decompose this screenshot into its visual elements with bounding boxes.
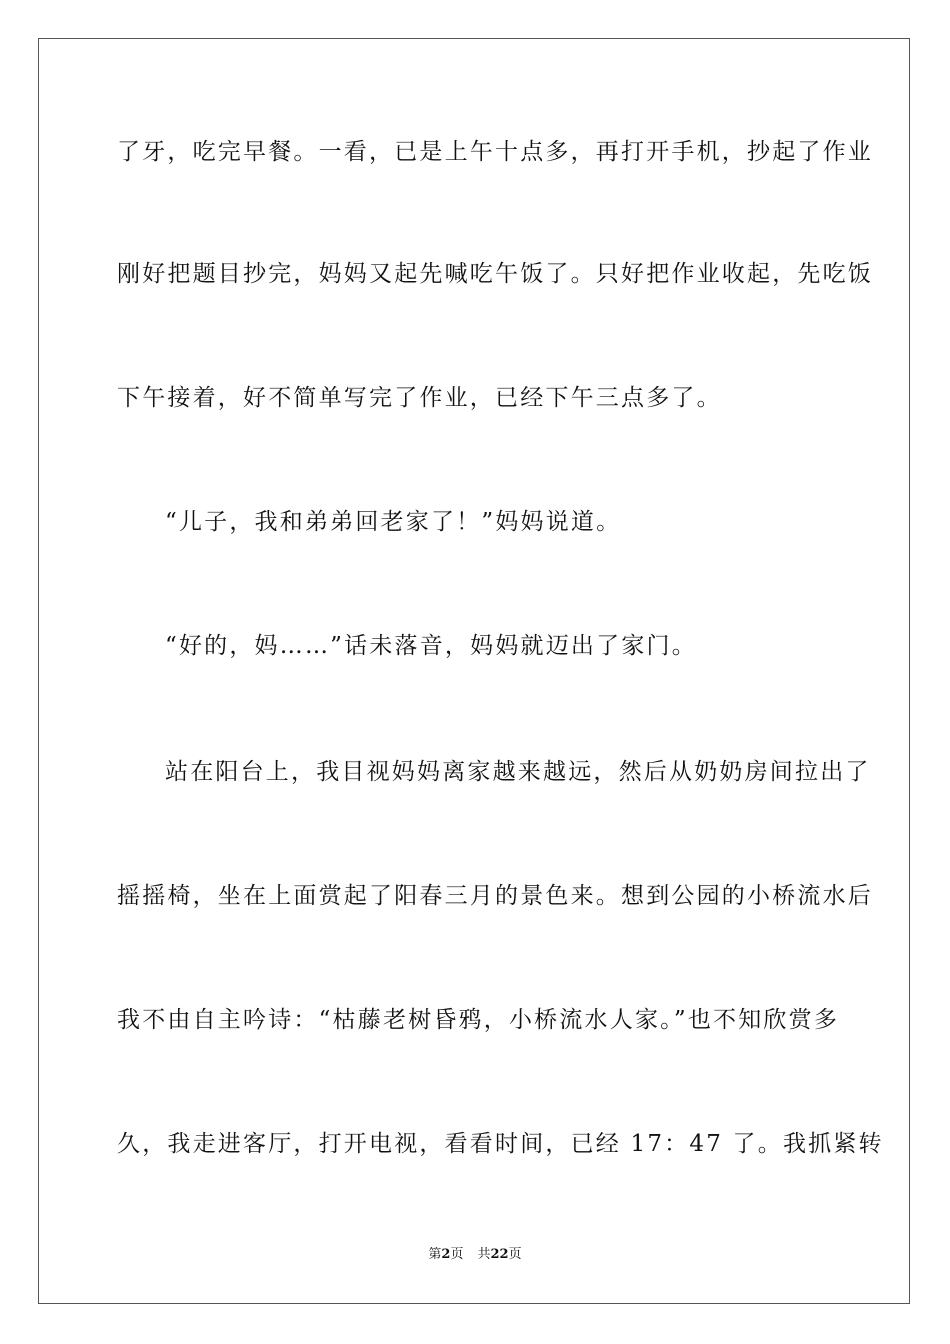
text-line-5: “好的，妈……”话未落音，妈妈就迈出了家门。 <box>165 633 697 659</box>
total-suffix: 页 <box>508 1247 522 1262</box>
page-prefix: 第 <box>428 1247 442 1262</box>
text-line-2: 刚好把题目抄完，妈妈又起先喊吃午饭了。只好把作业收起，先吃饭 <box>117 261 873 287</box>
total-prefix: 共 <box>477 1247 491 1262</box>
page-border <box>38 38 910 1304</box>
page-suffix: 页 <box>450 1247 464 1262</box>
text-line-7: 摇摇椅，坐在上面赏起了阳春三月的景色来。想到公园的小桥流水后 <box>117 883 873 909</box>
page-number: 2 <box>441 1247 451 1262</box>
text-line-9: 久，我走进客厅，打开电视，看看时间，已经 17：47 了。我抓紧转 <box>117 1131 884 1157</box>
text-line-1: 了牙，吃完早餐。一看，已是上午十点多，再打开手机，抄起了作业 <box>117 139 873 165</box>
text-line-8: 我不由自主吟诗：“枯藤老树昏鸦，小桥流水人家。”也不知欣赏多 <box>117 1007 840 1033</box>
text-line-4: “儿子，我和弟弟回老家了！”妈妈说道。 <box>165 509 622 535</box>
text-line-3: 下午接着，好不简单写完了作业，已经下午三点多了。 <box>117 385 722 411</box>
text-line-6: 站在阳台上，我目视妈妈离家越来越远，然后从奶奶房间拉出了 <box>165 759 871 785</box>
page-footer <box>0 1246 950 1264</box>
total-pages: 22 <box>490 1247 509 1262</box>
